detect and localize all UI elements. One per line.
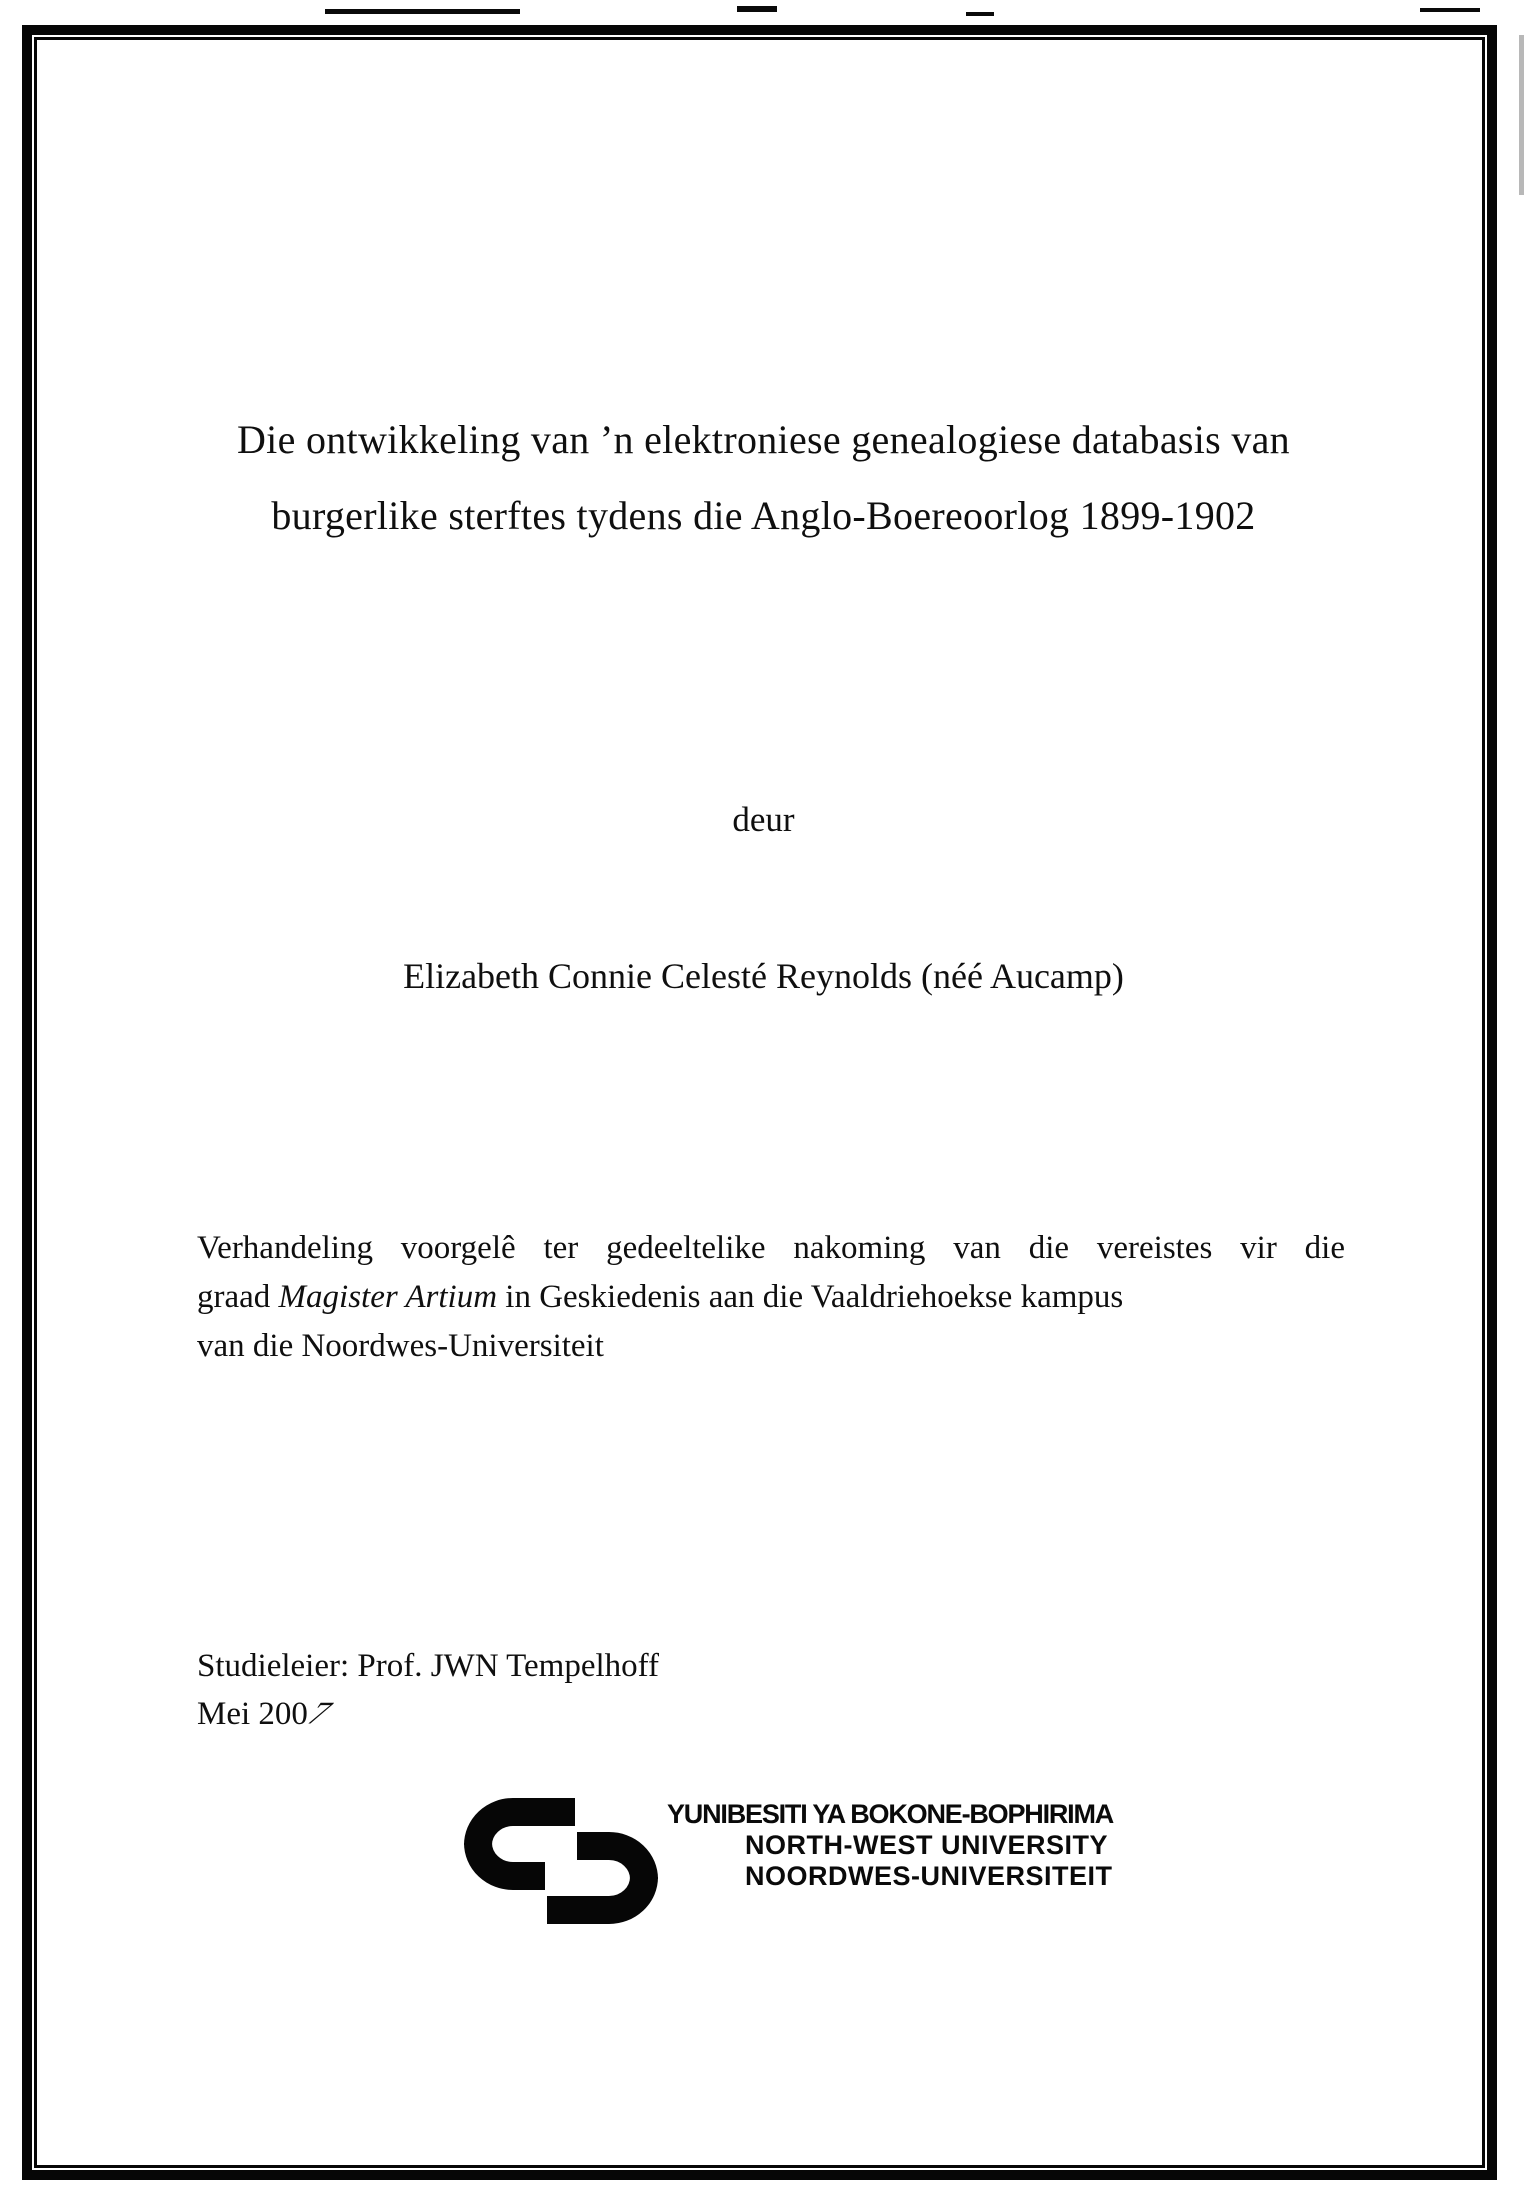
- scan-artifact: [966, 12, 994, 16]
- supervisor-block: [197, 1642, 659, 1738]
- byline: deur: [732, 800, 795, 839]
- page-title: [40, 402, 1487, 554]
- title-line-1: Die ontwikkeling van ’n elektroniese genealogiese databasis van: [236, 417, 1290, 462]
- logo-line-english: NORTH-WEST UNIVERSITY: [745, 1830, 1109, 1860]
- supervisor-line: Studieleier: Prof. JWN Tempelhoff: [197, 1648, 660, 1684]
- logo-line-afrikaans: NOORDWES-UNIVERSITEIT: [745, 1861, 1113, 1891]
- date-prefix: Mei 200: [197, 1696, 308, 1732]
- statement-line-1: Verhandeling voorgelê ter gedeeltelike nakoming van die vereistes vir die: [197, 1230, 1345, 1266]
- nwu-interlocking-links-icon: [463, 1797, 659, 1925]
- statement-line-2-prefix: graad: [197, 1279, 279, 1315]
- author-name: Elizabeth Connie Celesté Reynolds (néé Aucamp): [403, 956, 1124, 996]
- statement-line-2: [197, 1273, 1345, 1322]
- scan-artifact: [737, 6, 777, 12]
- degree-statement: [197, 1224, 1345, 1371]
- scan-artifact: [1420, 8, 1480, 12]
- statement-line-2-suffix: in Geskiedenis aan die Vaaldriehoekse kampus: [497, 1279, 1124, 1315]
- statement-line-3: van die Noordwes-Universiteit: [197, 1328, 604, 1364]
- university-logo-text: [667, 1799, 1113, 1892]
- scan-artifact: [325, 9, 520, 14]
- date-last-digit: 7: [299, 1696, 340, 1732]
- scan-artifact: [1519, 35, 1524, 195]
- logo-line-setswana: YUNIBESITI YA BOKONE-BOPHIRIMA: [667, 1799, 1114, 1829]
- date-line: [197, 1690, 659, 1738]
- title-line-2: burgerlike sterftes tydens die Anglo-Boereoorlog 1899-1902: [271, 493, 1256, 538]
- university-logo: [463, 1797, 1113, 1925]
- degree-name: Magister Artium: [278, 1279, 498, 1315]
